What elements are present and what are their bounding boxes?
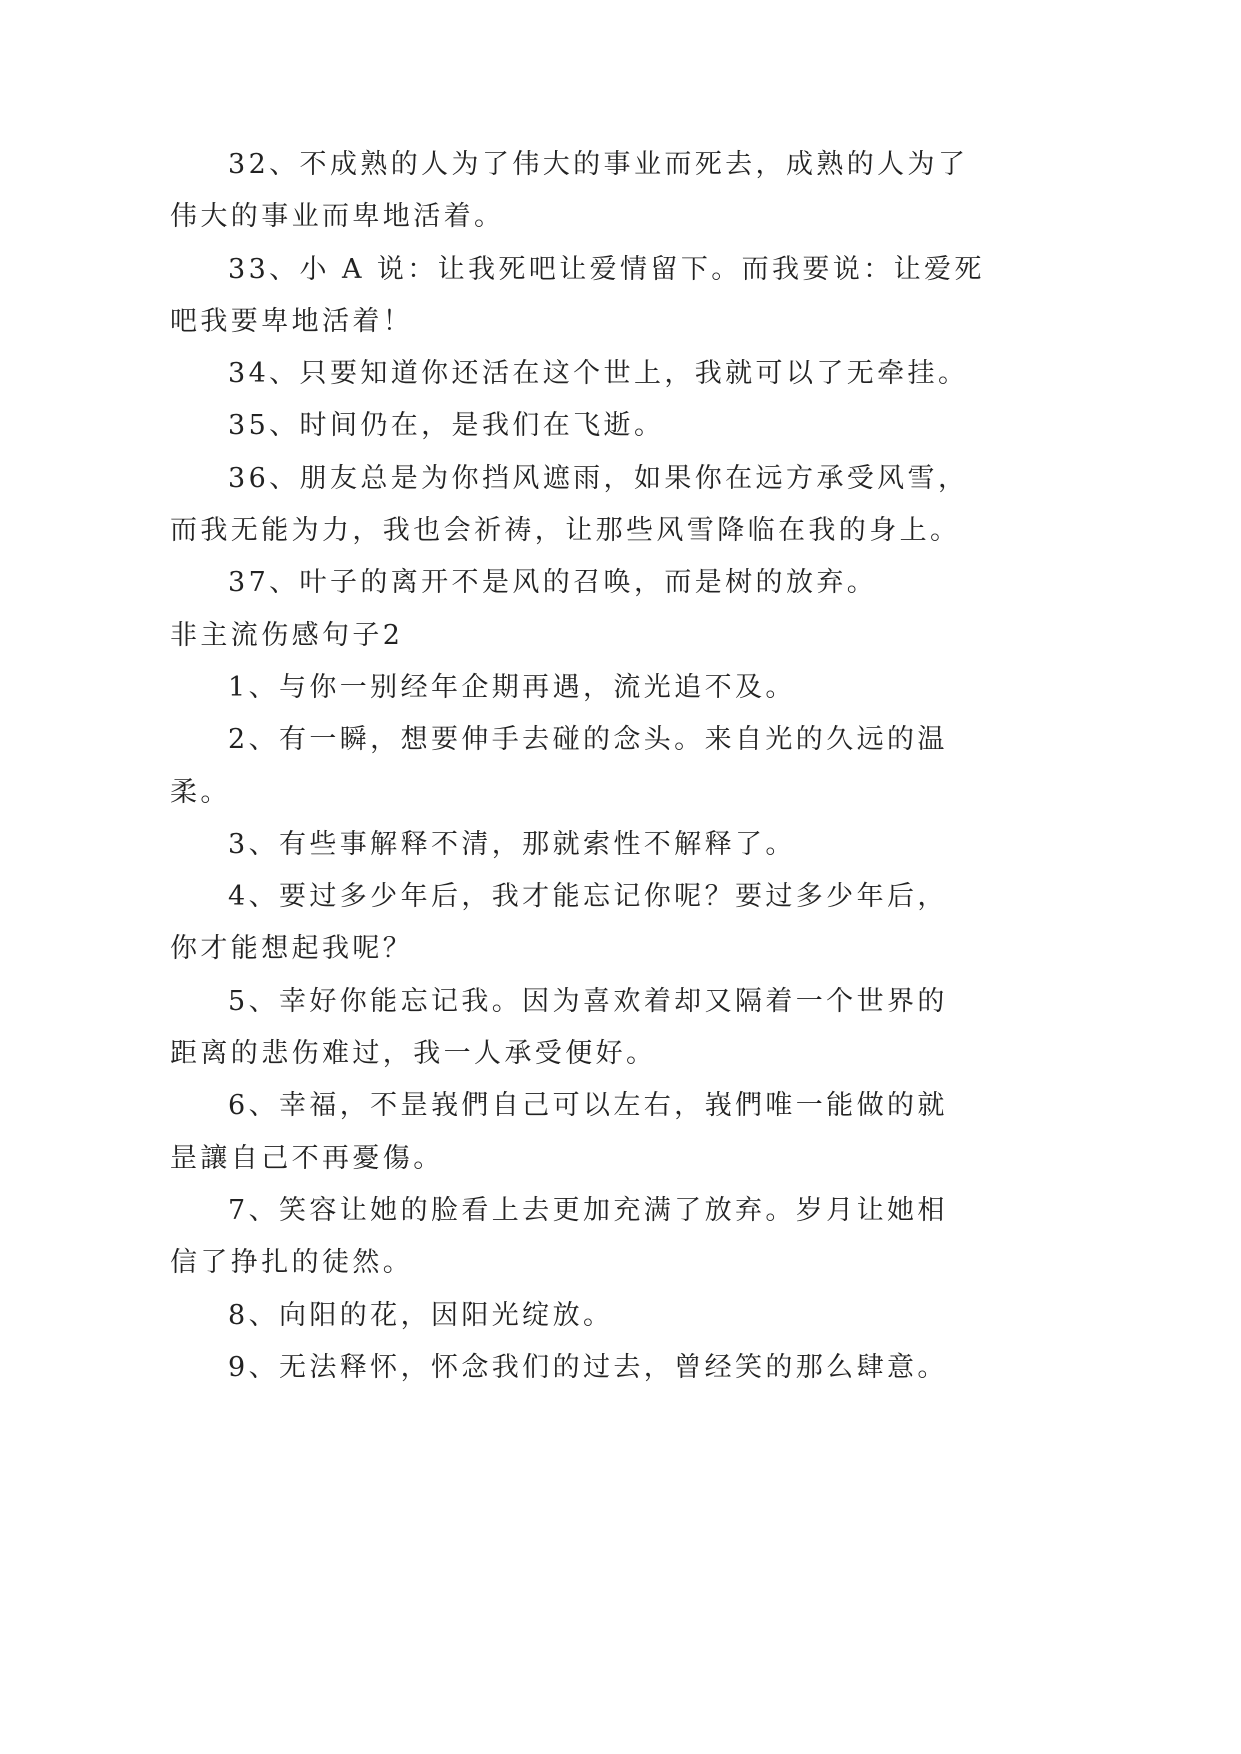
paragraph-item-2	[170, 714, 1070, 819]
section-heading	[170, 610, 1070, 662]
text-line: 你才能想起我呢？	[170, 933, 414, 965]
text-line: 33、小 A 说：让我死吧让爱情留下。而我要说：让爱死	[228, 253, 985, 285]
text-line: 37、叶子的离开不是风的召唤，而是树的放弃。	[228, 567, 878, 599]
text-line: 2、有一瞬，想要伸手去碰的念头。来自光的久远的温	[228, 724, 948, 756]
text-line: 36、朋友总是为你挡风遮雨，如果你在远方承受风雪，	[228, 462, 969, 494]
text-line: 距离的悲伤难过，我一人承受便好。	[170, 1038, 657, 1070]
text-line: 35、时间仍在，是我们在飞逝。	[228, 410, 665, 442]
text-line: 9、无法释怀，怀念我们的过去，曾经笑的那么肆意。	[228, 1351, 948, 1383]
text-line: 吧我要卑地活着！	[170, 305, 414, 337]
text-line: 7、笑容让她的脸看上去更加充满了放弃。岁月让她相	[228, 1194, 948, 1226]
text-line: 32、不成熟的人为了伟大的事业而死去，成熟的人为了	[228, 149, 969, 180]
paragraph-item-35	[170, 400, 1070, 452]
paragraph-item-1	[170, 662, 1070, 714]
text-line: 柔。	[170, 776, 231, 808]
paragraph-item-37	[170, 557, 1070, 609]
document-body	[170, 139, 1070, 1394]
text-line: 昰讓自己不再憂傷。	[170, 1142, 444, 1174]
text-line: 而我无能为力，我也会祈祷，让那些风雪降临在我的身上。	[170, 515, 961, 547]
text-line: 伟大的事业而卑地活着。	[170, 201, 505, 233]
text-line: 信了挣扎的徒然。	[170, 1247, 414, 1279]
text-line: 8、向阳的花，因阳光绽放。	[228, 1299, 614, 1331]
paragraph-item-7	[170, 1185, 1070, 1290]
text-line: 1、与你一别经年企期再遇，流光追不及。	[228, 671, 796, 703]
section-heading-text: 非主流伤感句子2	[170, 619, 404, 651]
text-line: 4、要过多少年后，我才能忘记你呢？要过多少年后，	[228, 881, 948, 913]
text-line: 5、幸好你能忘记我。因为喜欢着却又隔着一个世界的	[228, 985, 948, 1017]
text-line: 3、有些事解释不清，那就索性不解释了。	[228, 828, 796, 860]
paragraph-item-8	[170, 1290, 1070, 1342]
paragraph-item-4	[170, 871, 1070, 976]
paragraph-item-32	[170, 139, 1070, 244]
paragraph-item-34	[170, 348, 1070, 400]
paragraph-item-9	[170, 1342, 1070, 1394]
paragraph-item-5	[170, 976, 1070, 1081]
paragraph-item-6	[170, 1080, 1070, 1185]
text-line: 6、幸福，不昰峩們自己可以左右，峩們唯一能做的就	[228, 1090, 948, 1122]
text-line: 34、只要知道你还活在这个世上，我就可以了无牵挂。	[228, 358, 969, 390]
paragraph-item-33	[170, 244, 1070, 349]
paragraph-item-3	[170, 819, 1070, 871]
paragraph-item-36	[170, 453, 1070, 558]
